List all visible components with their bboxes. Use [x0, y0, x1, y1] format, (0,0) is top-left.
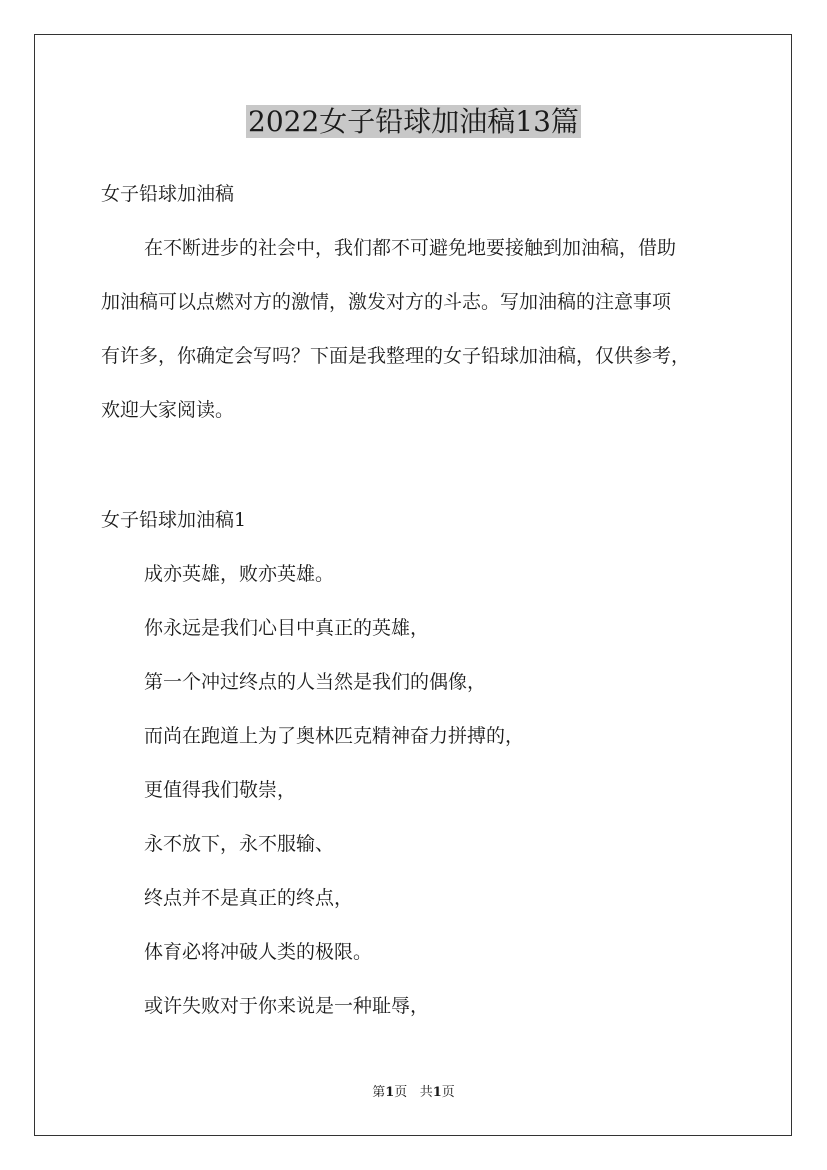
intro-line-2: 加油稿可以点燃对方的激情，激发对方的斗志。写加油稿的注意事项	[101, 291, 672, 313]
footer-page-suffix: 页	[441, 1085, 455, 1100]
poem-line: 体育必将冲破人类的极限。	[144, 941, 373, 963]
intro-line-1: 在不断进步的社会中，我们都不可避免地要接触到加油稿，借助	[144, 237, 677, 259]
footer-page-mid: 页 共	[394, 1085, 433, 1100]
document-title-text: 2022女子铅球加油稿13篇	[248, 105, 579, 138]
article-heading: 女子铅球加油稿1	[101, 509, 247, 531]
poem-line: 终点并不是真正的终点，	[144, 887, 354, 909]
footer-page-prefix: 第	[372, 1085, 386, 1100]
poem-line: 而尚在跑道上为了奥林匹克精神奋力拼搏的，	[144, 725, 525, 747]
footer-current-page: 1	[385, 1085, 395, 1100]
page-footer	[0, 1084, 827, 1102]
poem-line: 你永远是我们心目中真正的英雄，	[144, 617, 430, 639]
document-title	[0, 102, 827, 142]
poem-line: 第一个冲过终点的人当然是我们的偶像，	[144, 671, 487, 693]
intro-line-3: 有许多，你确定会写吗？下面是我整理的女子铅球加油稿，仅供参考，	[101, 345, 691, 367]
section-heading: 女子铅球加油稿	[101, 183, 235, 205]
poem-line: 永不放下，永不服输、	[144, 833, 335, 855]
poem-line: 更值得我们敬崇，	[144, 779, 297, 801]
footer-total-pages: 1	[432, 1085, 442, 1100]
poem-line: 成亦英雄，败亦英雄。	[144, 563, 335, 585]
poem-line: 或许失败对于你来说是一种耻辱，	[144, 995, 430, 1017]
intro-line-4: 欢迎大家阅读。	[101, 399, 235, 421]
